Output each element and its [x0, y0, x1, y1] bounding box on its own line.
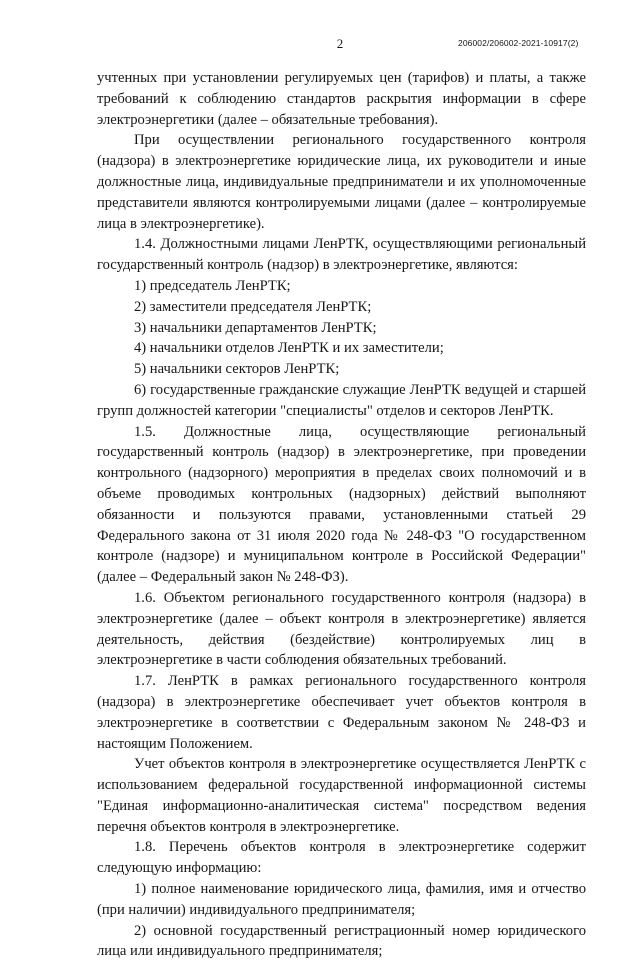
- paragraph: При осуществлении регионального государственного контроля (надзора) в электроэнергетике юридические лица, их руководители и иные должностные лица, индивидуальные предприниматели и их уполномоченные представители являются контролируемыми лицами (далее – контролируемые лица в электроэнергетике).: [97, 132, 586, 232]
- list-item: 4) начальники отделов ЛенРТК и их заместители;: [134, 340, 444, 357]
- document-code: 206002/206002-2021-10917(2): [458, 38, 579, 48]
- list-item: 2) заместители председателя ЛенРТК;: [134, 298, 372, 315]
- list-item: 1) полное наименование юридического лица, фамилия, имя и отчество (при наличии) индивидуального предпринимателя;: [97, 881, 586, 918]
- paragraph-1-6: 1.6. Объектом регионального государственного контроля (надзора) в электроэнергетике (далее – объект контроля в электроэнергетике) является деятельность, действия (бездействие) контролируемых лиц в электроэнергетике в части соблюдения обязательных требований.: [97, 589, 586, 669]
- list-item: 6) государственные гражданские служащие ЛенРТК ведущей и старшей групп должностей категории "специалисты" отделов и секторов ЛенРТК.: [97, 381, 586, 419]
- paragraph: Учет объектов контроля в электроэнергетике осуществляется ЛенРТК с использованием федеральной государственной информационной системы "Единая информационно-аналитическая система" посредством ведения перечня объектов контроля в электроэнергетике.: [97, 756, 586, 835]
- list-item: 1) председатель ЛенРТК;: [134, 277, 291, 294]
- page-number: 2: [336, 36, 344, 51]
- document-body: [97, 68, 586, 962]
- list-item: 5) начальники секторов ЛенРТК;: [134, 361, 340, 378]
- paragraph-1-7: 1.7. ЛенРТК в рамках регионального государственного контроля (надзора) в электроэнергетике обеспечивает учет объектов контроля в электроэнергетике в соответствии с Федеральным законом № 248-ФЗ и настоящим Положением.: [97, 673, 586, 752]
- paragraph-continuation: учтенных при установлении регулируемых цен (тарифов) и платы, а также требований к соблюдению стандартов раскрытия информации в сфере электроэнергетики (далее – обязательные требования).: [97, 70, 586, 128]
- paragraph-1-8: 1.8. Перечень объектов контроля в электроэнергетике содержит следующую информацию:: [97, 839, 586, 877]
- paragraph-1-4: 1.4. Должностными лицами ЛенРТК, осуществляющими региональный государственный контроль (надзор) в электроэнергетике, являются:: [97, 236, 586, 274]
- paragraph-1-5: 1.5. Должностные лица, осуществляющие региональный государственный контроль (надзор) в электроэнергетике, при проведении контрольного (надзорного) мероприятия в пределах своих полномочий и в объеме проводимых контрольных (надзорных) действий выполняют обязанности и пользуются правами, установленными статьей 29 Федерального закона от 31 июля 2020 года № 248-ФЗ "О государственном контроле (надзоре) и муниципальном контроле в Российской Федерации" (далее – Федеральный закон № 248-ФЗ).: [97, 423, 586, 586]
- list-item: 2) основной государственный регистрационный номер юридического лица или индивидуального предпринимателя;: [97, 922, 586, 960]
- list-item: 3) начальники департаментов ЛенРТК;: [134, 319, 377, 336]
